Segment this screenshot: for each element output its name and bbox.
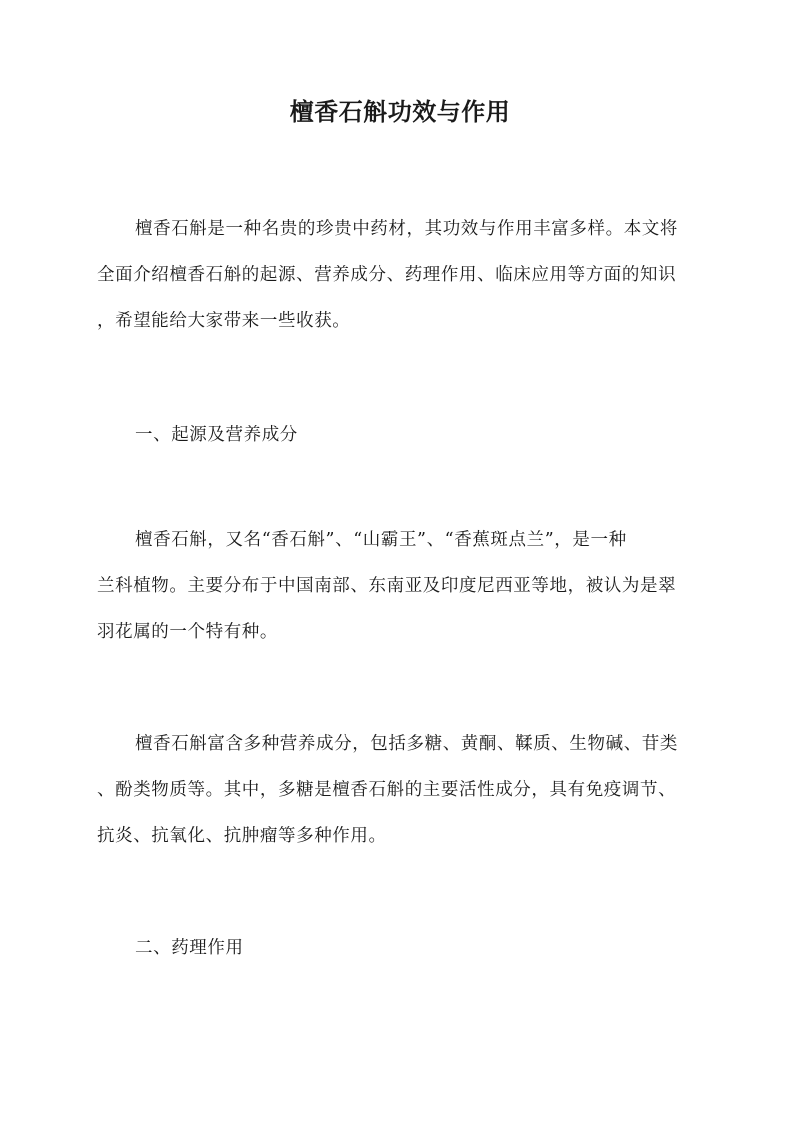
document-title: 檀香石斛功效与作用 [289, 97, 511, 126]
paragraph-line: 、酚类物质等。其中，多糖是檀香石斛的主要活性成分，具有免疫调节、 [97, 780, 677, 800]
paragraph-line: 兰科植物。主要分布于中国南部、东南亚及印度尼西亚等地，被认为是翠 [97, 576, 677, 596]
section-heading-origin: 一、起源及营养成分 [135, 425, 298, 445]
nutrition-paragraph [97, 721, 703, 859]
paragraph-line: 抗炎、抗氧化、抗肿瘤等多种作用。 [97, 826, 387, 846]
section-heading-pharmacology: 二、药理作用 [135, 938, 244, 958]
paragraph-line: 全面介绍檀香石斛的起源、营养成分、药理作用、临床应用等方面的知识 [97, 265, 677, 285]
intro-paragraph [97, 206, 703, 344]
origin-paragraph [97, 517, 703, 655]
paragraph-line: ，希望能给大家带来一些收获。 [97, 311, 351, 331]
paragraph-line: 檀香石斛富含多种营养成分，包括多糖、黄酮、鞣质、生物碱、苷类 [135, 734, 678, 754]
paragraph-line: 檀香石斛是一种名贵的珍贵中药材，其功效与作用丰富多样。本文将 [135, 219, 678, 239]
paragraph-line: 羽花属的一个特有种。 [97, 622, 278, 642]
paragraph-line: 檀香石斛，又名“香石斛”、“山霸王”、“香蕉斑点兰”，是一种 [135, 530, 627, 550]
